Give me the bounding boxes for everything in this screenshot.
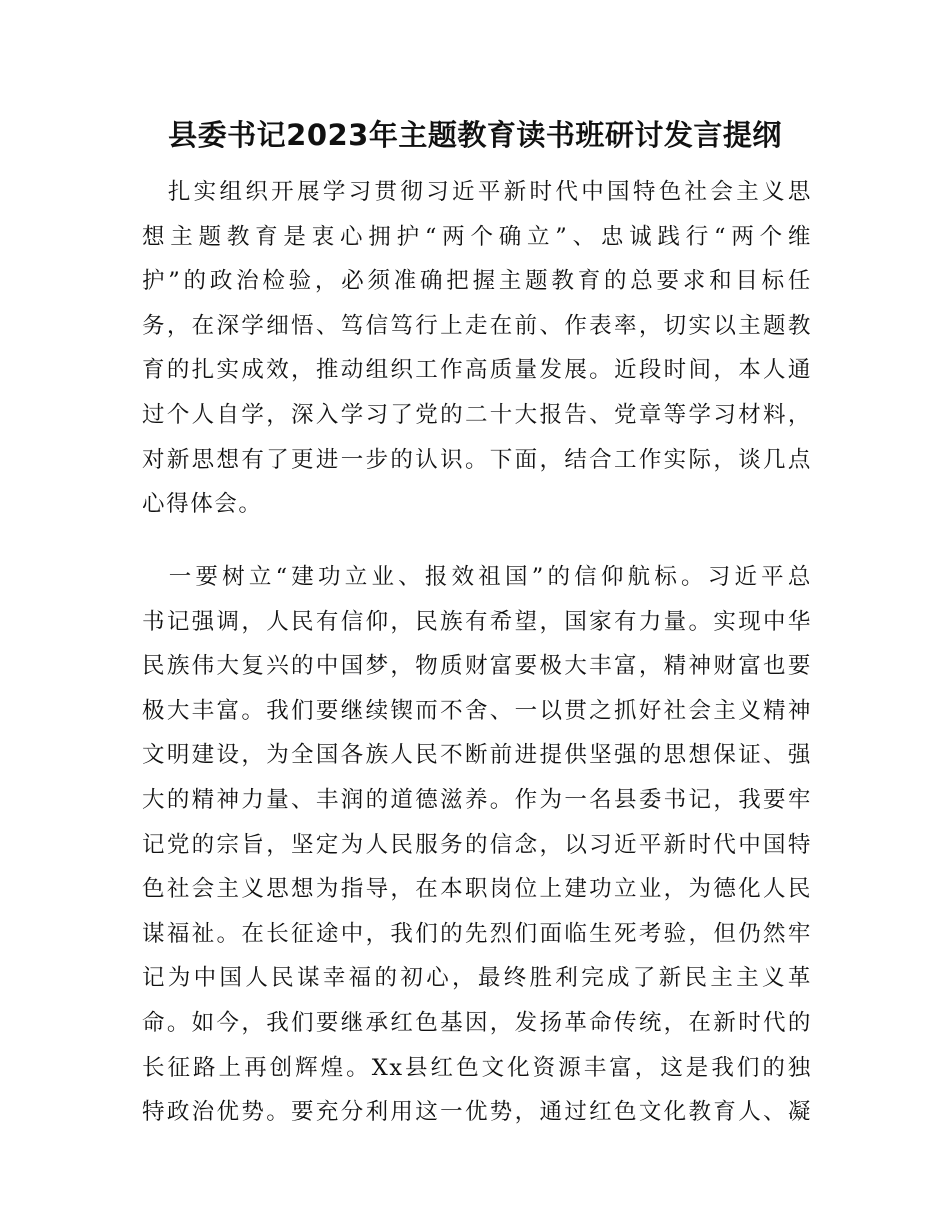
document-title: 县委书记2023年主题教育读书班研讨发言提纲 bbox=[168, 118, 782, 152]
paragraph-line: 文明建设，为全国各族人民不断前进提供坚强的思想保证、强 bbox=[142, 742, 812, 769]
paragraph-line: 民族伟大复兴的中国梦，物质财富要极大丰富，精神财富也要 bbox=[142, 653, 812, 680]
paragraph-line: 记党的宗旨，坚定为人民服务的信念，以习近平新时代中国特 bbox=[142, 831, 812, 858]
paragraph-line: 书记强调，人民有信仰，民族有希望，国家有力量。实现中华 bbox=[142, 608, 812, 635]
paragraph-point-one bbox=[142, 555, 812, 1135]
paragraph-line: 对新思想有了更进一步的认识。下面，结合工作实际，谈几点 bbox=[142, 446, 812, 473]
paragraph-line: 一要树立“建功立业、报效祖国”的信仰航标。习近平总 bbox=[142, 564, 812, 590]
paragraph-line: 长征路上再创辉煌。Xx县红色文化资源丰富，这是我们的独 bbox=[142, 1054, 812, 1081]
paragraph-line: 命。如今，我们要继承红色基因，发扬革命传统，在新时代的 bbox=[142, 1009, 812, 1036]
paragraph-line: 记为中国人民谋幸福的初心，最终胜利完成了新民主主义革 bbox=[142, 965, 812, 992]
paragraph-line: 务，在深学细悟、笃信笃行上走在前、作表率，切实以主题教 bbox=[142, 312, 812, 339]
paragraph-line: 扎实组织开展学习贯彻习近平新时代中国特色社会主义思 bbox=[142, 179, 812, 205]
paragraph-line: 大的精神力量、丰润的道德滋养。作为一名县委书记，我要牢 bbox=[142, 786, 812, 813]
paragraph-line: 育的扎实成效，推动组织工作高质量发展。近段时间，本人通 bbox=[142, 357, 812, 384]
paragraph-line: 护”的政治检验，必须准确把握主题教育的总要求和目标任 bbox=[142, 268, 812, 295]
paragraph-line: 过个人自学，深入学习了党的二十大报告、党章等学习材料， bbox=[142, 401, 812, 428]
paragraph-line: 谋福祉。在长征途中，我们的先烈们面临生死考验，但仍然牢 bbox=[142, 920, 812, 947]
paragraph-line: 心得体会。 bbox=[142, 491, 263, 518]
paragraph-line: 想主题教育是衷心拥护“两个确立”、忠诚践行“两个维 bbox=[142, 223, 812, 250]
paragraph-line: 特政治优势。要充分利用这一优势，通过红色文化教育人、凝 bbox=[142, 1099, 812, 1126]
paragraph-line: 色社会主义思想为指导，在本职岗位上建功立业，为德化人民 bbox=[142, 876, 812, 903]
paragraph-line: 极大丰富。我们要继续锲而不舍、一以贯之抓好社会主义精神 bbox=[142, 697, 812, 724]
paragraph-intro bbox=[142, 170, 812, 527]
